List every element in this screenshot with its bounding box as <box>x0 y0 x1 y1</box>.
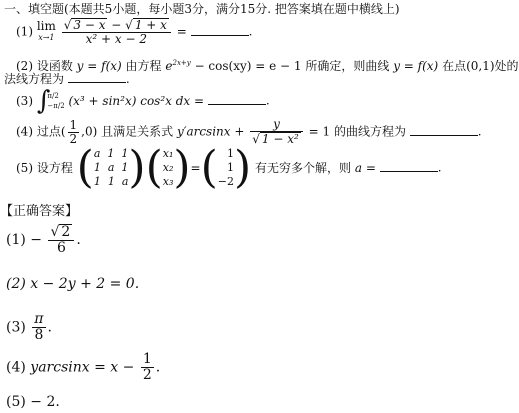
question-3 <box>16 88 270 116</box>
q2-line2: 法线方程为 <box>4 72 65 86</box>
q1-den: x² + x − 2 <box>85 32 147 46</box>
q3-label: (3) <box>16 94 33 108</box>
q5-text-a: 设方程 <box>36 161 73 175</box>
q1-lim-sub: x→1 <box>38 33 55 42</box>
question-2-line2: 法线方程为 . <box>4 72 130 86</box>
q5-rhs-vector: ( 1 1 −2 ) <box>200 142 252 193</box>
q3-integrand: (x³ + sin²x) cos²x dx = <box>68 94 205 108</box>
q5-answer-blank <box>380 161 438 172</box>
q2-text-a: 设函数 <box>36 59 73 73</box>
q2-exp: 2x+y <box>172 59 191 67</box>
q1-fraction: $\frac{√ 3 - x - √ 1 + x}{\text{x² + x − 2}}$ <box>62 18 171 46</box>
q1-eq: = <box>176 24 187 39</box>
q3-answer-blank <box>208 94 266 105</box>
q2-func2: y = f(x) <box>393 59 439 73</box>
question-2 <box>16 56 519 73</box>
answers-header: 【正确答案】 <box>0 204 79 219</box>
q4-expr: y′arcsinx + <box>176 124 245 139</box>
q1-num-b: 1 + x <box>134 18 167 32</box>
q5-coefficient-matrix: ( a 1 1 1 a 1 1 1 a ) <box>76 142 146 193</box>
q3-upper: π/2 <box>47 92 59 100</box>
answer-3: (3) $\frac{\pi}{8}$ . <box>6 311 52 343</box>
answer-2: (2) x − 2y + 2 = 0. <box>6 276 140 292</box>
a3-fraction <box>32 312 45 343</box>
q1-label: (1) <box>16 24 33 39</box>
q2-label: (2) <box>16 59 33 73</box>
a3-label: (3) <box>6 319 26 336</box>
a1-num: 2 <box>61 224 71 240</box>
q5-tail: . <box>437 160 442 175</box>
q3-tail: . <box>265 93 270 108</box>
a4-fraction <box>141 352 154 383</box>
a3-num: π <box>34 311 44 327</box>
question-5: (5) 设方程 ( a 1 1 1 a 1 1 1 a )( x₁ x₂ x₃ )=( 1 1 −2 ) 有无穷多个解，则 a = . <box>16 142 442 193</box>
q4-f-num: y <box>250 118 303 132</box>
q2-answer-blank <box>68 72 126 83</box>
question-1: (1) lim x→1 $\frac{√ 3 - x - √ 1 + x}{\text{x² + x − 2}}$ = . <box>16 18 253 46</box>
a1-label: (1) <box>6 232 26 248</box>
q4-fraction: $\frac{y}{\text{√ 1 − x²}}$ <box>250 118 303 146</box>
a1-fraction: $\frac{√ 2}{6}$ <box>48 224 74 256</box>
q4-pt-num: 1 <box>69 117 78 132</box>
q5-label: (5) <box>16 161 33 175</box>
q5-var: a = <box>354 161 376 175</box>
a3-den: 8 <box>34 327 44 343</box>
a4-num: 1 <box>142 351 152 367</box>
q4-label: (4) <box>16 124 33 139</box>
q2-func: y = f(x) <box>76 59 122 73</box>
q4-text-c: = 1 的曲线方程为 <box>308 124 406 139</box>
q4-text-b: ,0) 且满足关系式 <box>81 124 174 139</box>
q2-eqn: e <box>165 59 173 73</box>
section-title: 一、填空题(本题共5小题，每小题3分，满分15分. 把答案填在题中横线上) <box>4 2 400 16</box>
q1-answer-blank <box>191 25 249 36</box>
a4-den: 2 <box>142 367 152 383</box>
answer-5: (5) − 2. <box>6 394 60 410</box>
q2-text-b: 由方程 <box>125 59 162 73</box>
q4-answer-blank <box>410 125 478 136</box>
q4-f-den: 1 − x² <box>261 132 299 146</box>
q5-unknown-vector: ( x₁ x₂ x₃ ) <box>145 142 191 193</box>
integral-icon: ∫ <box>36 86 51 116</box>
a1-den: 6 <box>56 240 66 256</box>
q3-lower: −π/2 <box>47 102 65 110</box>
q1-num-a: 3 − x <box>73 18 106 32</box>
answer-1: (1) − $\frac{√ 2}{6}$ . <box>6 224 81 256</box>
q4-text-a: 过点( <box>36 124 66 139</box>
a4-label: (4) <box>6 359 26 376</box>
q5-text-b: 有无穷多个解，则 <box>255 161 352 175</box>
q2-text-d: 在点(0,1)处的 <box>442 59 519 73</box>
a1-sign: − <box>30 232 43 248</box>
a4-expr: yarcsinx = x − <box>30 359 135 376</box>
q2-text-c: − cos(xy) = e − 1 所确定，则曲线 <box>194 59 390 73</box>
q4-pt-den: 2 <box>69 131 78 146</box>
answer-4: (4) yarcsinx = x − $\frac{1}{2}$ . <box>6 351 161 383</box>
q4-tail: . <box>477 124 482 139</box>
q1-lim: lim <box>36 19 56 33</box>
